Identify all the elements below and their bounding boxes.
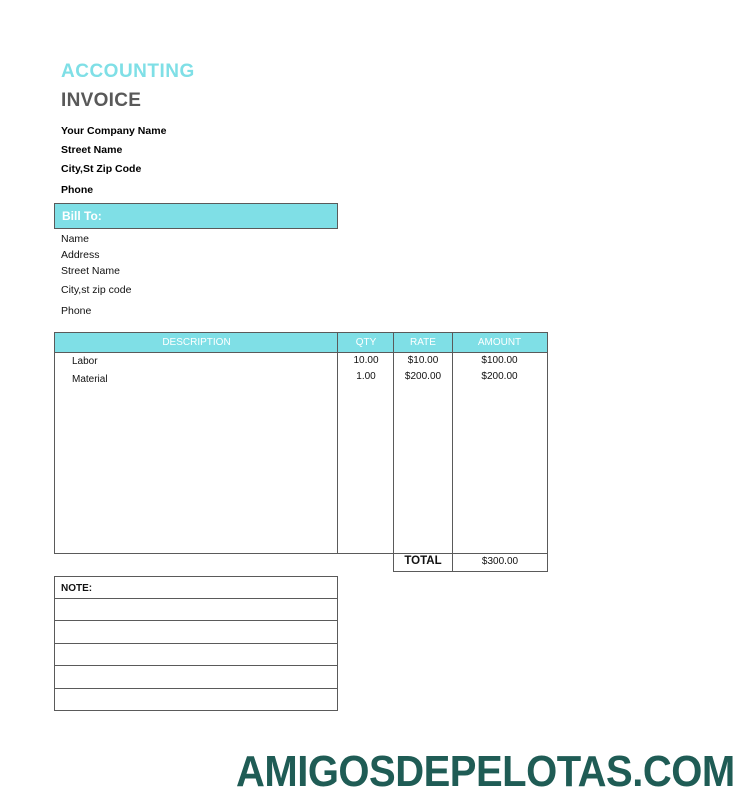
column-rate: RATE xyxy=(410,337,436,348)
table-header xyxy=(55,333,547,352)
bill-to-label: Bill To: xyxy=(62,209,102,223)
bill-to-name: Name xyxy=(61,233,90,245)
column-amount: AMOUNT xyxy=(477,337,522,348)
row-2-description: Material xyxy=(72,374,108,385)
column-divider xyxy=(393,333,394,553)
note-line xyxy=(55,598,337,599)
row-1-qty: 10.00 xyxy=(353,355,379,366)
total-row xyxy=(393,553,548,572)
title-invoice: INVOICE xyxy=(61,90,142,111)
company-phone: Phone xyxy=(61,184,94,196)
bill-to-city: City,st zip code xyxy=(61,284,132,296)
bill-to-street: Street Name xyxy=(61,265,120,277)
bill-to-address: Address xyxy=(61,249,100,261)
row-2-qty: 1.00 xyxy=(356,371,376,382)
note-line xyxy=(55,643,337,644)
row-1-description: Labor xyxy=(72,356,98,367)
column-description: DESCRIPTION xyxy=(162,337,231,348)
column-divider xyxy=(452,333,453,553)
note-line xyxy=(55,665,337,666)
row-1-amount: $100.00 xyxy=(481,355,518,366)
bill-to-phone: Phone xyxy=(61,305,92,317)
company-name: Your Company Name xyxy=(61,125,167,137)
row-2-amount: $200.00 xyxy=(481,371,518,382)
note-label: NOTE: xyxy=(61,583,93,594)
total-label: TOTAL xyxy=(404,555,442,567)
title-accounting: ACCOUNTING xyxy=(61,61,195,82)
row-2-rate: $200.00 xyxy=(404,371,442,382)
items-table xyxy=(54,332,548,554)
header-divider xyxy=(55,352,547,353)
note-box xyxy=(54,576,338,711)
note-line xyxy=(55,620,337,621)
column-qty: QTY xyxy=(355,337,377,348)
row-1-rate: $10.00 xyxy=(407,355,439,366)
total-value: $300.00 xyxy=(481,556,519,567)
company-city: City,St Zip Code xyxy=(61,163,142,175)
note-line xyxy=(55,688,337,689)
company-street: Street Name xyxy=(61,144,123,156)
bill-to-header xyxy=(54,203,338,229)
watermark-logo: AMIGOSDEPELOTAS.COM xyxy=(236,748,735,796)
column-divider xyxy=(337,333,338,553)
